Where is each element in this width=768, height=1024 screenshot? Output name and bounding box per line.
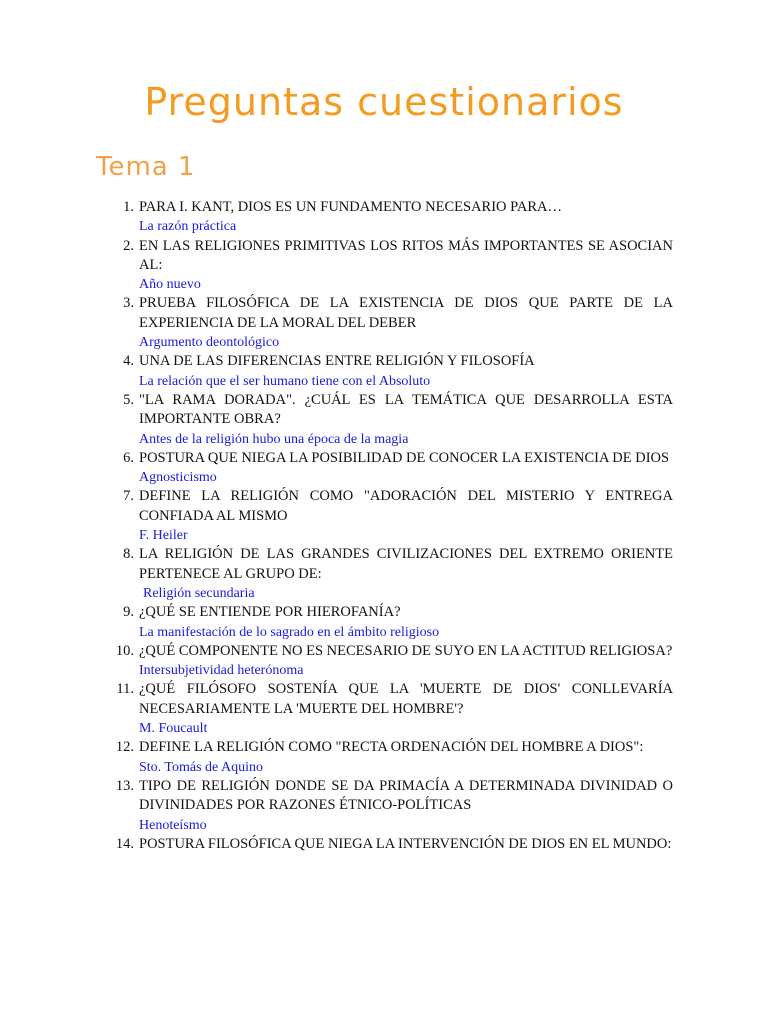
question-answer: La relación que el ser humano tiene con el Absoluto: [139, 373, 431, 389]
question-number: 1.: [123, 199, 134, 215]
question-answer: Sto. Tomás de Aquino: [139, 759, 263, 775]
question-text: LA RELIGIÓN DE LAS GRANDES CIVILIZACIONES DEL EXTREMO ORIENTE PERTENECE AL GRUPO DE:: [139, 546, 673, 582]
question-number: 3.: [123, 295, 134, 312]
question-text: PARA I. KANT, DIOS ES UN FUNDAMENTO NECESARIO PARA…: [139, 199, 562, 215]
section-title: Tema 1: [96, 152, 196, 182]
question-text: "LA RAMA DORADA". ¿CUÁL ES LA TEMÁTICA QUE DESARROLLA ESTA IMPORTANTE OBRA?: [139, 391, 673, 428]
question-answer: Intersubjetividad heterónoma: [139, 663, 304, 679]
question-answer: La manifestación de lo sagrado en el ámbito religioso: [139, 624, 440, 640]
question-text: EN LAS RELIGIONES PRIMITIVAS LOS RITOS MÁS IMPORTANTES SE ASOCIAN AL:: [139, 237, 673, 273]
question-number: 8.: [123, 546, 134, 563]
question-item: [0, 237, 768, 295]
question-number: 11.: [116, 681, 134, 698]
question-answer: M. Foucault: [139, 721, 208, 737]
question-text: PRUEBA FILOSÓFICA DE LA EXISTENCIA DE DIOS QUE PARTE DE LA EXPERIENCIA DE LA MORAL DEL DEBER: [139, 295, 673, 331]
question-item: [0, 642, 768, 681]
question-item: [0, 449, 768, 488]
question-number: 10.: [115, 642, 134, 659]
document-title: Preguntas cuestionarios: [144, 80, 624, 124]
question-number: 5.: [123, 391, 134, 408]
question-text: POSTURA QUE NIEGA LA POSIBILIDAD DE CONOCER LA EXISTENCIA DE DIOS: [139, 449, 670, 466]
question-number: 7.: [123, 488, 134, 505]
question-item: [0, 835, 768, 854]
question-number: 6.: [123, 449, 134, 466]
question-text: POSTURA FILOSÓFICA QUE NIEGA LA INTERVENCIÓN DE DIOS EN EL MUNDO:: [139, 835, 672, 852]
question-answer: Henoteísmo: [139, 817, 207, 833]
question-list: [0, 198, 768, 854]
question-text: ¿QUÉ FILÓSOFO SOSTENÍA QUE LA 'MUERTE DE DIOS' CONLLEVARÍA NECESARIAMENTE LA 'MUERTE DEL HOMBRE'?: [139, 681, 673, 717]
question-text: DEFINE LA RELIGIÓN COMO "RECTA ORDENACIÓN DEL HOMBRE A DIOS":: [139, 739, 644, 756]
question-text: ¿QUÉ SE ENTIENDE POR HIEROFANÍA?: [139, 604, 401, 621]
question-item: [0, 545, 768, 603]
question-item: [0, 391, 768, 449]
question-number: 4.: [123, 353, 134, 370]
question-answer: Argumento deontológico: [139, 335, 280, 351]
question-item: [0, 738, 768, 777]
question-item: [0, 777, 768, 835]
question-item: [0, 487, 768, 545]
question-text: TIPO DE RELIGIÓN DONDE SE DA PRIMACÍA A DETERMINADA DIVINIDAD O DIVINIDADES POR RAZONES ÉTNICO-POLÍTICAS: [139, 777, 673, 814]
question-number: 2.: [123, 237, 134, 254]
question-answer: Antes de la religión hubo una época de la magia: [139, 431, 409, 447]
question-number: 9.: [123, 604, 134, 621]
question-item: [0, 352, 768, 391]
question-answer: Año nuevo: [139, 277, 201, 293]
question-item: [0, 294, 768, 352]
question-text: ¿QUÉ COMPONENTE NO ES NECESARIO DE SUYO EN LA ACTITUD RELIGIOSA?: [139, 642, 673, 659]
question-answer: La razón práctica: [139, 219, 237, 235]
question-number: 12.: [115, 739, 134, 756]
question-answer: F. Heiler: [139, 528, 188, 544]
question-item: [0, 198, 768, 237]
question-answer: Agnosticismo: [139, 470, 217, 486]
question-text: UNA DE LAS DIFERENCIAS ENTRE RELIGIÓN Y FILOSOFÍA: [139, 353, 535, 370]
question-number: 14.: [115, 835, 134, 852]
question-number: 13.: [115, 777, 134, 794]
question-item: [0, 680, 768, 738]
question-answer: Religión secundaria: [143, 585, 255, 601]
question-item: [0, 603, 768, 642]
question-text: DEFINE LA RELIGIÓN COMO "ADORACIÓN DEL MISTERIO Y ENTREGA CONFIADA AL MISMO: [139, 488, 673, 524]
